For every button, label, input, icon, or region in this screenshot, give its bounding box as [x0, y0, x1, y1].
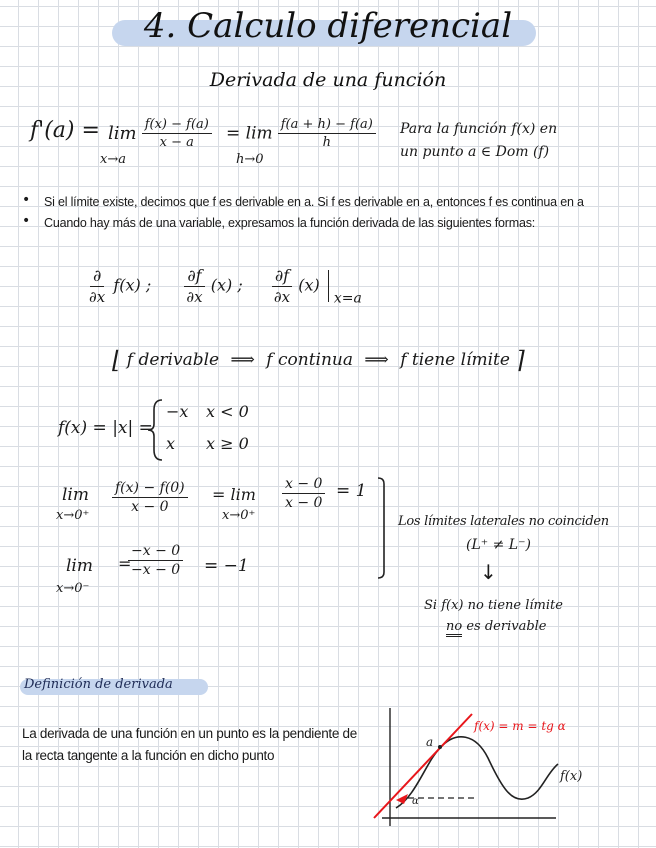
evaluation-bar — [328, 270, 329, 302]
case-2-expr: x — [166, 434, 176, 453]
h-quotient — [278, 117, 376, 150]
point-label: a — [426, 735, 434, 749]
left-frac — [128, 543, 183, 578]
h-quotient-denominator: h — [322, 135, 331, 150]
right-frac2-den: x − 0 — [285, 495, 323, 511]
conclusion-line-4 — [446, 619, 547, 634]
partial-num: ∂f — [272, 266, 292, 287]
derivative-lhs: f'(a) = — [30, 118, 100, 143]
right-frac-2 — [282, 476, 325, 511]
case-1-expr: −x — [166, 402, 189, 421]
partial-f-eval-operator — [271, 266, 293, 306]
implies-arrow-1: ⟹ — [230, 350, 255, 370]
conclusion-line-1: Los límites laterales no coinciden — [398, 514, 609, 529]
bracket-open: ⌊ — [112, 346, 122, 374]
conclusion-line-2: (L⁺ ≠ L⁻) — [466, 537, 531, 553]
right-frac — [112, 480, 188, 515]
case-2-cond: x ≥ 0 — [206, 434, 249, 453]
difference-quotient — [142, 117, 212, 150]
quotient-denominator: x − a — [159, 135, 194, 150]
right-lim-sub: x→0⁺ — [56, 508, 90, 523]
notation-1-tail: f(x) ; — [113, 275, 152, 295]
h-quotient-numerator: f(a + h) − f(a) — [278, 117, 376, 134]
tangent-label: f(x) = m = tg α — [474, 719, 566, 733]
partial-num: ∂ — [90, 266, 104, 287]
implies-arrow-2: ⟹ — [364, 350, 389, 370]
curve-label: f(x) — [560, 769, 583, 784]
left-lim-sub: x→0⁻ — [56, 581, 90, 596]
abs-function-lhs: f(x) = |x| = — [58, 418, 153, 438]
bracket-path — [378, 478, 384, 578]
notation-row — [86, 266, 362, 307]
lim-subscript-1: x→a — [100, 152, 126, 167]
limit-definition-2 — [226, 117, 376, 150]
case-1-cond: x < 0 — [206, 402, 249, 421]
conclusion-line-3: Si f(x) no tiene límite — [424, 598, 563, 613]
right-limit-fraction — [112, 480, 188, 515]
formula-note-2: un punto a ∈ Dom (f) — [400, 144, 550, 160]
bullet-item — [22, 213, 646, 234]
conclusion-rest: es derivable — [466, 619, 547, 634]
implication-part-3: f tiene límite — [400, 350, 510, 370]
conclusion-arrow: ↓ — [480, 560, 497, 584]
limits-bracket — [374, 476, 388, 580]
definition-text: La derivada de una función en un punto es la pendiente de la recta tangente a la función en dicho punto — [22, 726, 357, 763]
partial-den: ∂x — [89, 288, 106, 306]
right-result: = 1 — [336, 481, 367, 501]
right-limit-fraction-2 — [282, 476, 325, 511]
left-frac-den: −x − 0 — [131, 562, 181, 578]
bullet-item — [22, 192, 646, 213]
bullet-dot: • — [22, 213, 31, 229]
left-limit-fraction — [128, 543, 183, 578]
bullet-list — [22, 192, 646, 234]
tangent-line — [374, 714, 472, 818]
definition-title: Definición de derivada — [24, 677, 173, 692]
lim-label: lim — [108, 123, 137, 144]
emphasis-no: no — [446, 619, 462, 637]
quotient-numerator: f(x) − f(a) — [142, 117, 212, 134]
bracket-close: ⌉ — [515, 346, 525, 374]
right-lim-label: lim — [62, 485, 89, 505]
partial-den: ∂x — [273, 288, 291, 306]
tangent-point — [438, 745, 442, 749]
angle-label: α — [412, 796, 419, 807]
implication-chain — [112, 346, 525, 374]
bullet-text: Si el límite existe, decimos que f es derivable en a. Si f es derivable en a, entonces f es continua en a — [44, 195, 584, 209]
notation-3-tail: (x) — [298, 275, 320, 295]
partial-den: ∂x — [186, 288, 203, 306]
left-frac-num: −x − 0 — [128, 543, 183, 561]
implication-part-2: f continua — [266, 350, 353, 370]
partial-num: ∂f — [184, 266, 204, 287]
right-frac2-num: x − 0 — [282, 476, 325, 494]
partial-operator — [86, 266, 108, 306]
page-title: 4. Calculo diferencial — [143, 6, 513, 46]
left-result: = −1 — [204, 556, 249, 576]
bullet-text: Cuando hay más de una variable, expresamos la función derivada de las siguientes formas: — [44, 216, 536, 230]
tangent-graph — [360, 700, 650, 840]
evaluation-point: x=a — [333, 290, 362, 307]
brace-path — [148, 400, 162, 460]
right-eq-lim: = lim — [212, 485, 256, 504]
right-frac-den: x − 0 — [131, 499, 169, 515]
left-lim-label: lim — [66, 556, 93, 576]
limit-definition-1 — [108, 117, 212, 150]
page-subtitle: Derivada de una función — [209, 69, 447, 91]
right-frac-num: f(x) − f(0) — [112, 480, 188, 498]
function-curve — [396, 737, 558, 808]
left-eq: = — [118, 554, 132, 573]
partial-f-operator — [183, 266, 205, 306]
lim-subscript-2: h→0 — [236, 152, 264, 167]
right-lim-sub-2: x→0⁺ — [222, 508, 256, 523]
eq-lim-label: = lim — [226, 123, 273, 144]
implication-part-1: f derivable — [126, 350, 220, 370]
cases-brace — [146, 398, 166, 462]
formula-note-1: Para la función f(x) en — [400, 121, 558, 137]
bullet-dot: • — [22, 192, 31, 208]
notation-2-tail: (x) ; — [210, 275, 243, 295]
